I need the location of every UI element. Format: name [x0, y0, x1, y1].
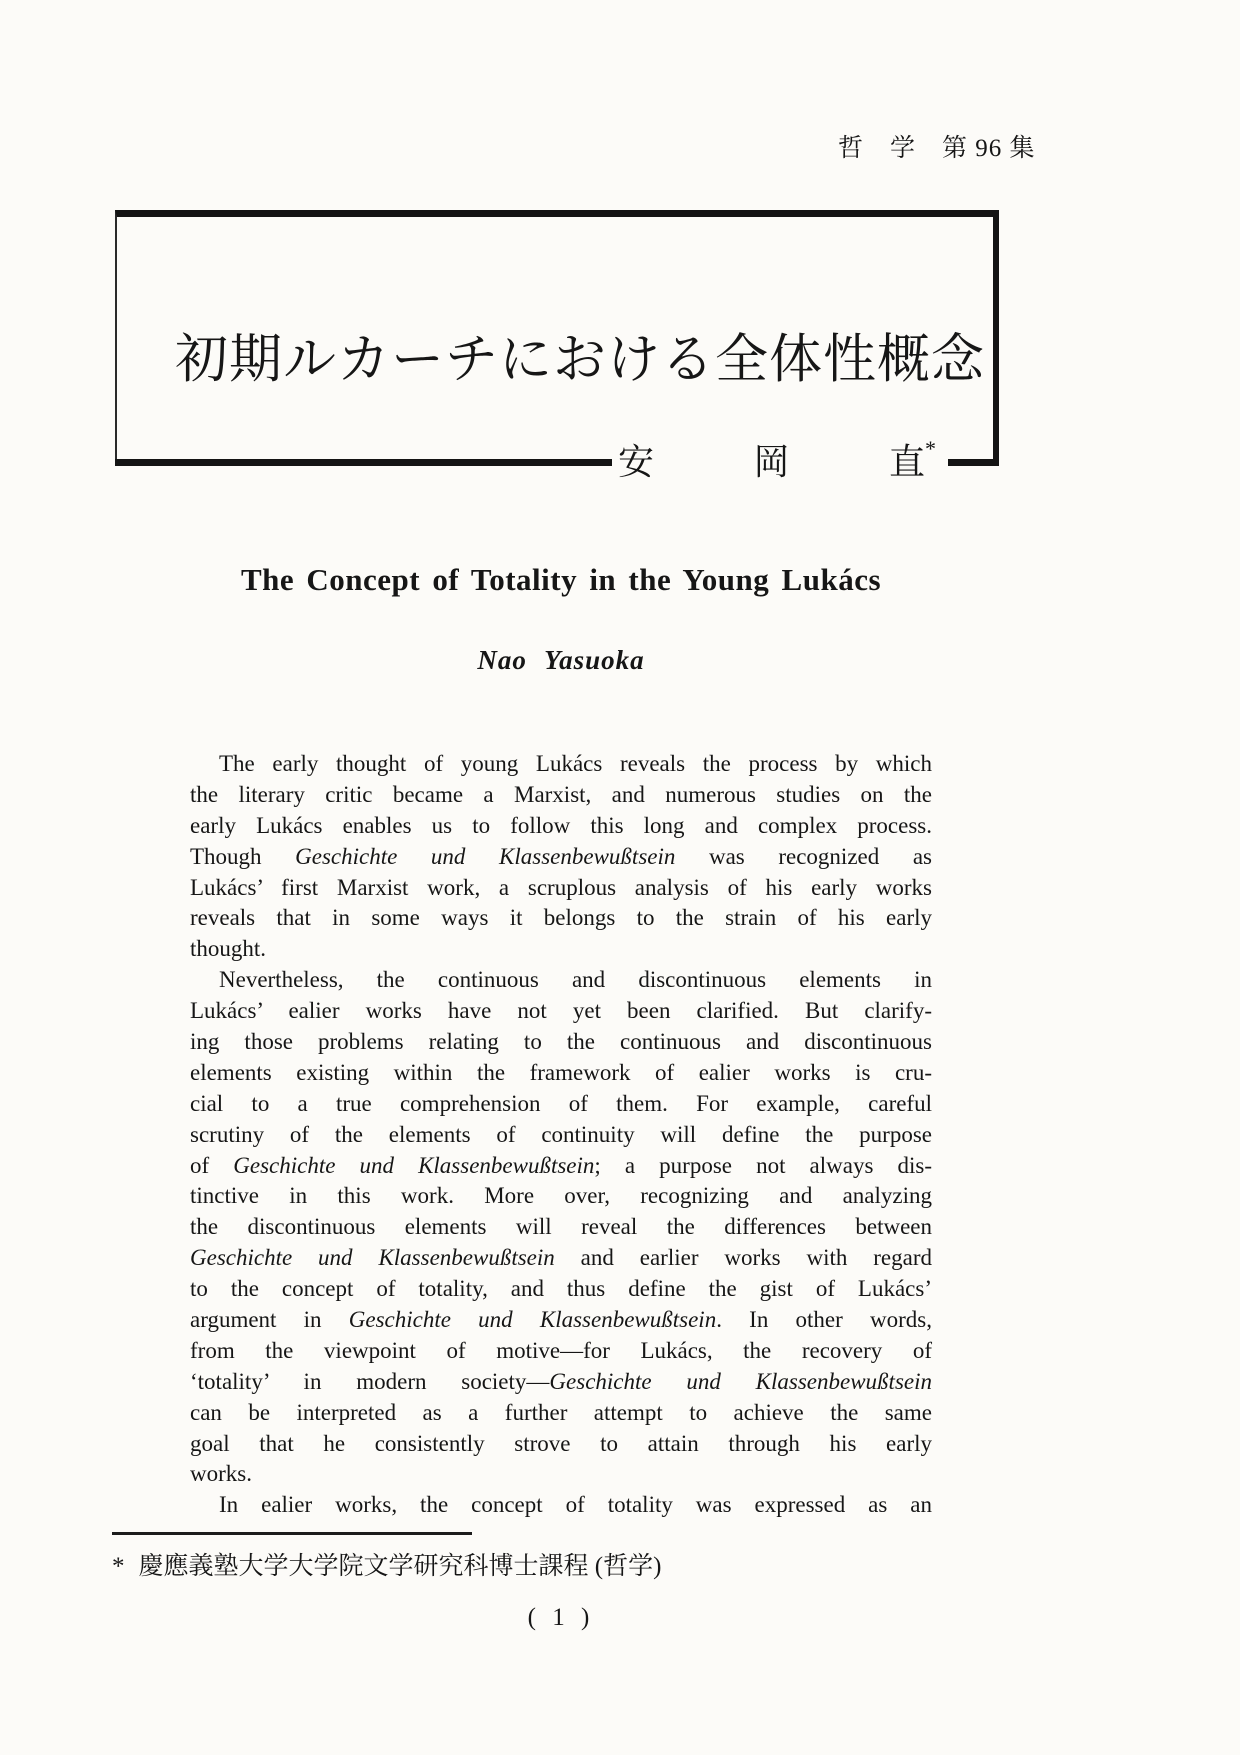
body-line: can be interpreted as a further attempt to achieve the same: [190, 1399, 932, 1425]
author-char: 岡: [753, 442, 790, 482]
body-line: Though Geschichte und Klassenbewußtsein was recognized as: [190, 843, 932, 869]
japanese-author-name: [612, 436, 940, 482]
body-line: Lukács’ ealier works have not yet been clarified. But clarify-: [190, 998, 932, 1024]
body-line: Geschichte und Klassenbewußtsein and earlier works with regard: [190, 1245, 932, 1271]
english-author-name: Nao Yasuoka: [477, 645, 645, 675]
body-line: cial to a true comprehension of them. For example, careful: [190, 1090, 932, 1116]
body-line: The early thought of young Lukács reveals the process by which: [219, 751, 932, 776]
body-line: from the viewpoint of motive—for Lukács, the recovery of: [190, 1337, 932, 1363]
body-line: Nevertheless, the continuous and discontinuous elements in: [219, 967, 932, 993]
footnote-text: 慶應義塾大学大学院文学研究科博士課程 (哲学): [138, 1553, 662, 1580]
author-char: 安: [618, 442, 655, 482]
title-frame-box: [115, 210, 999, 482]
body-line: ‘totality’ in modern society—Geschichte und Klassenbewußtsein: [190, 1368, 932, 1394]
author-rule-right: [948, 459, 999, 466]
body-line: argument in Geschichte und Klassenbewußtsein. In other words,: [190, 1307, 932, 1333]
english-title: The Concept of Totality in the Young Lukács: [240, 562, 882, 597]
body-line: reveals that in some ways it belongs to the strain of his early: [190, 905, 932, 931]
footnote-marker: *: [112, 1553, 125, 1580]
author-rule-left: [115, 459, 612, 466]
body-line: early Lukács enables us to follow this long and complex process.: [190, 812, 932, 838]
page-number: ( 1 ): [527, 1604, 595, 1631]
footnote-divider-rule: [112, 1532, 472, 1535]
author-char-with-note: 直*: [888, 436, 936, 482]
body-line: the discontinuous elements will reveal the differences between: [190, 1214, 932, 1240]
body-line: Lukács’ first Marxist work, a scruplous analysis of his early works: [190, 874, 932, 900]
journal-issue-header: 哲 学 第 96 集: [838, 135, 1036, 162]
body-line: thought.: [190, 936, 267, 962]
body-line: In ealier works, the concept of totality was expressed as an: [219, 1492, 932, 1518]
body-line: the literary critic became a Marxist, and numerous studies on the: [190, 781, 932, 807]
body-line: goal that he consistently strove to attain through his early: [190, 1430, 932, 1456]
body-line: to the concept of totality, and thus define the gist of Lukács’: [190, 1276, 932, 1302]
body-line: scrutiny of the elements of continuity will define the purpose: [190, 1121, 932, 1147]
japanese-title: 初期ルカーチにおける全体性概念: [175, 331, 985, 389]
body-line: works.: [190, 1461, 252, 1487]
body-line: elements existing within the framework of ealier works is cru-: [190, 1059, 932, 1085]
article-body: [190, 749, 932, 1521]
body-line: tinctive in this work. More over, recognizing and analyzing: [190, 1183, 932, 1209]
footnote: [112, 1546, 872, 1582]
footnote-reference-asterisk: *: [924, 436, 936, 461]
author-row: [115, 436, 999, 484]
body-line: ing those problems relating to the continuous and discontinuous: [190, 1029, 932, 1055]
body-line: of Geschichte und Klassenbewußtsein; a purpose not always dis-: [190, 1152, 932, 1178]
